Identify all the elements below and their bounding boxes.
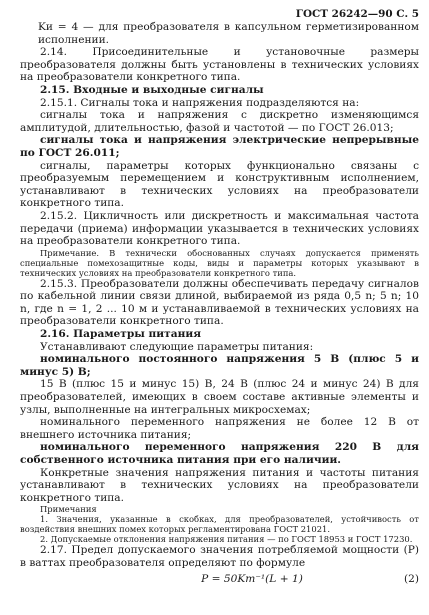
formula-row (20, 573, 419, 586)
paragraph: 2.15. Входные и выходные сигналы (40, 83, 264, 96)
paragraph: 2.15.1. Сигналы тока и напряжения подразделяются на: (40, 96, 360, 109)
paragraph: сигналы, параметры которых функционально связаны с преобразуемым перемещением и конструктивным исполнением, устанавливают в технических условиях на преобразователи конкретного типа. (20, 159, 419, 210)
formula-number: (2) (403, 572, 419, 585)
note-paragraph: 2. Допускаемые отклонения напряжения питания — по ГОСТ 18953 и ГОСТ 17230. (40, 534, 413, 545)
paragraph: Конкретные значения напряжения питания и частоты питания устанавливают в технических условиях на преобразователи конкретного типа. (20, 466, 419, 504)
paragraph: 2.15.3. Преобразователи должны обеспечивать передачу сигналов по кабельной линии связи длиной, выбираемой из ряда 0,5 n; 5 n; 10 n, где n = 1, 2 ... 10 м и устанавливаемой в технических условиях на преобразователи конкретного типа. (20, 277, 419, 328)
paragraph: 15 В (плюс 15 и минус 15) В, 24 В (плюс 24 и минус 24) В для преобразователей, имеющих в своем составе активные элементы и узлы, выполненные на интегральных микросхемах; (20, 378, 419, 416)
power-formula: P = 50Kт⁻¹(L + 1) (201, 572, 303, 585)
paragraph: сигналы тока и напряжения электрические непрерывные по ГОСТ 26.011; (20, 134, 419, 159)
page-header: ГОСТ 26242—90 С. 5 (295, 8, 419, 20)
note-paragraph: Примечания (40, 504, 97, 515)
paragraph: номинального переменного напряжения 220 В для собственного источника питания при его наличии. (20, 441, 419, 466)
document-body (20, 21, 419, 570)
paragraph: 2.17. Предел допускаемого значения потребляемой мощности (Р) в ваттах преобразователя определяют по формуле (20, 544, 419, 569)
paragraph: номинального постоянного напряжения 5 В (плюс 5 и минус 5) В; (20, 353, 419, 378)
paragraph: Kи = 4 — для преобразователя в капсульном герметизированном исполнении. (38, 21, 419, 46)
paragraph: 2.14. Присоединительные и установочные размеры преобразователя должны быть установлены в технических условиях на преобразователи конкретного типа. (20, 46, 419, 84)
paragraph: 2.16. Параметры питания (40, 328, 202, 341)
note-paragraph: 1. Значения, указанные в скобках, для преобразователей, устойчивость от воздействия внешних помех которых регламентирована ГОСТ 21021. (20, 514, 419, 535)
paragraph: номинального переменного напряжения не более 12 В от внешнего источника питания; (20, 416, 419, 441)
paragraph: сигналы тока и напряжения с дискретно изменяющимся амплитудой, длительностью, фазой и частотой — по ГОСТ 26.013; (20, 109, 419, 134)
note-paragraph: Примечание. В технически обоснованных случаях допускается применять специальные помехозащитные коды, виды и параметры которых указывают в технических условиях на преобразователи конкретного типа. (20, 247, 419, 278)
paragraph: Устанавливают следующие параметры питания: (40, 340, 314, 353)
paragraph: 2.15.2. Цикличность или дискретность и максимальная частота передачи (приема) информации указывается в технических условиях на преобразователи конкретного типа. (20, 209, 419, 248)
